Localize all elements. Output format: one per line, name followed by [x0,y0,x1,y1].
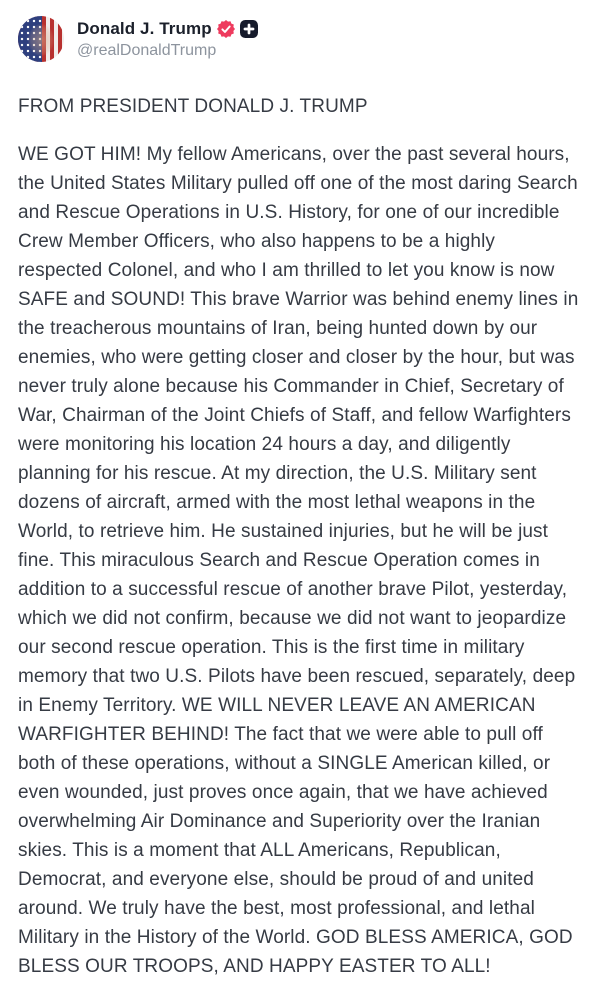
author-identity [77,19,258,60]
author-name-row [77,19,258,39]
post-paragraph-main: WE GOT HIM! My fellow Americans, over the past several hours, the United States Military pulled off one of the most daring Search and Rescue Operations in U.S. History, for one of our incredible Crew Member Officers, who also happens to be a highly respected Colonel, and who I am thrilled to let you know is now SAFE and SOUND! This brave Warrior was behind enemy lines in the treacherous mountains of Iran, being hunted down by our enemies, who were getting closer and closer by the hour, but was never truly alone because his Commander in Chief, Secretary of War, Chairman of the Joint Chiefs of Staff, and fellow Warfighters were monitoring his location 24 hours a day, and diligently planning for his rescue. At my direction, the U.S. Military sent dozens of aircraft, armed with the most lethal weapons in the World, to retrieve him. He sustained injuries, but he will be just fine. This miraculous Search and Rescue Operation comes in addition to a successful rescue of another brave Pilot, yesterday, which we did not confirm, because we did not want to jeopardize our second rescue operation. This is the first time in military memory that two U.S. Pilots have been rescued, separately, deep in Enemy Territory. WE WILL NEVER LEAVE AN AMERICAN WARFIGHTER BEHIND! The fact that we were able to pull off both of these operations, without a SINGLE American killed, or even wounded, just proves once again, that we have achieved overwhelming Air Dominance and Superiority over the Iranian skies. This is a moment that ALL Americans, Republican, Democrat, and everyone else, should be proud of and united around. We truly have the best, most professional, and lethal Military in the History of the World. GOD BLESS AMERICA, GOD BLESS OUR TROOPS, AND HAPPY EASTER TO ALL! [18,144,579,977]
post-paragraph-intro: FROM PRESIDENT DONALD J. TRUMP [18,96,368,117]
avatar[interactable] [18,16,64,62]
user-handle[interactable]: @realDonaldTrump [77,41,217,59]
post-body [18,92,580,981]
display-name[interactable]: Donald J. Trump [77,18,212,38]
post-header [18,16,580,62]
verified-badge-icon [217,20,235,38]
plus-badge-icon [240,20,258,38]
